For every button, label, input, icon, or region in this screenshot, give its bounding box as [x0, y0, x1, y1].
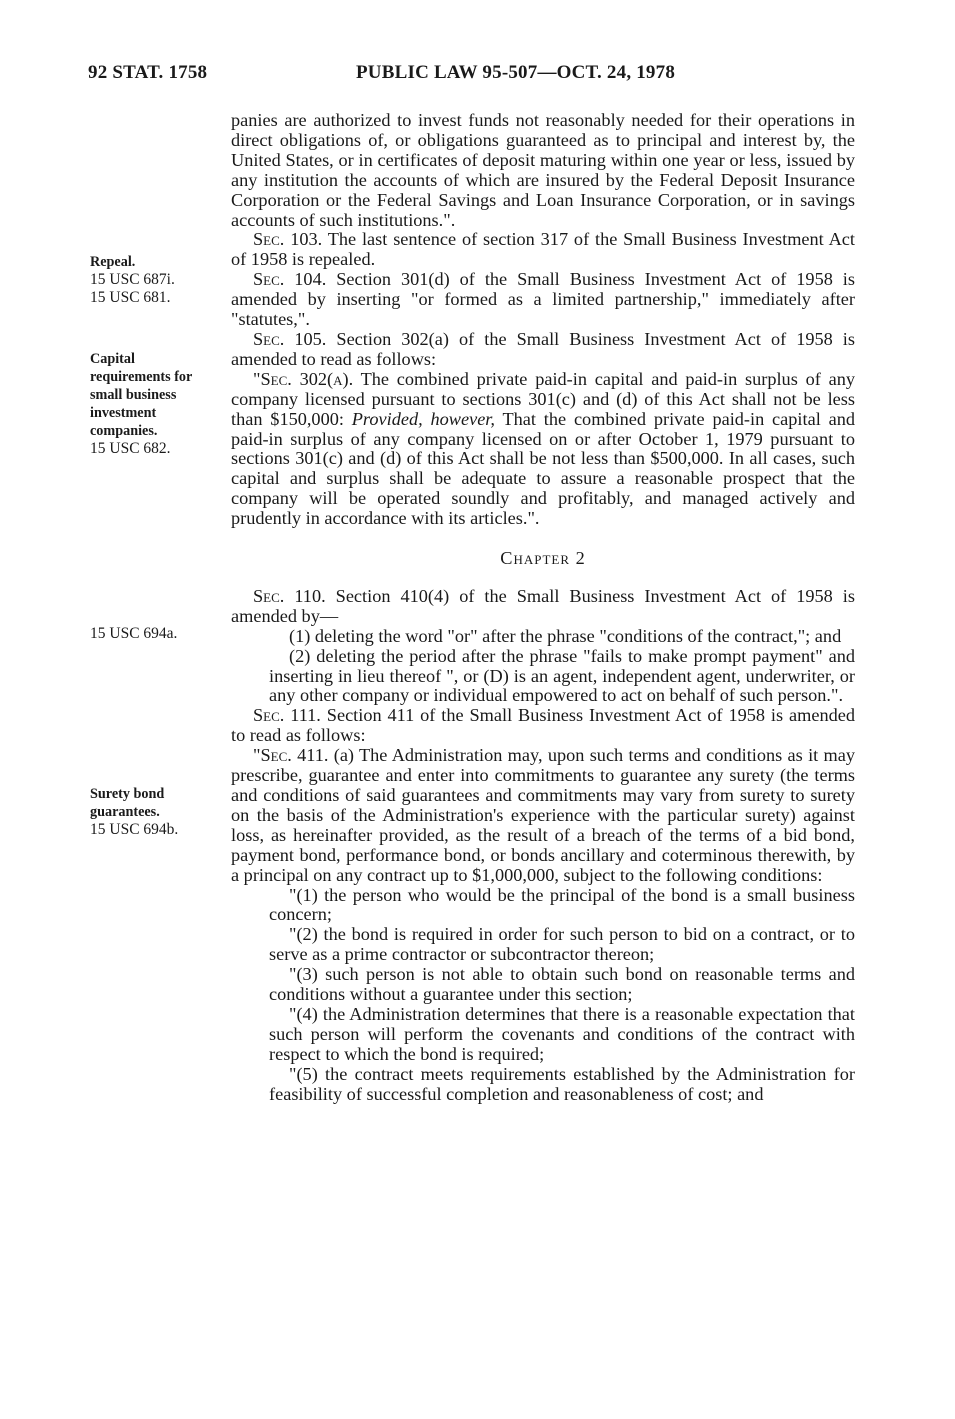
paragraph-sec411: [231, 746, 855, 885]
section-text: Section 410(4) of the Small Business Investment Act of 1958 is amended by—: [231, 585, 855, 626]
list-item: "(1) the person who would be the principal of the bond is a small business concern;: [269, 884, 855, 925]
margin-note-label: Capital: [90, 351, 135, 367]
proviso-italic: Provided, however,: [351, 408, 495, 429]
running-header: [88, 62, 888, 86]
margin-note-label: small business: [90, 387, 177, 403]
margin-note-label: Surety bond: [90, 786, 165, 802]
section-label: Sec. 104.: [253, 269, 327, 290]
section-label: Sec. 111.: [253, 705, 321, 726]
section-label: Sec. 411.: [260, 745, 329, 766]
paragraph-sec302: [231, 370, 855, 529]
section-label: Sec. 103.: [253, 229, 323, 250]
law-title: PUBLIC LAW 95-507—OCT. 24, 1978: [356, 62, 676, 83]
paragraph-sec104: [231, 270, 855, 330]
margin-note-label: companies.: [90, 423, 158, 439]
list-item: "(4) the Administration determines that there is a reasonable expectation that such person will perform the covenants and conditions of the contract with respect to which the bond is required;: [269, 1003, 855, 1064]
section-text: The last sentence of section 317 of the Small Business Investment Act of 1958 is repealed.: [231, 229, 855, 270]
section-text: That the combined private paid-in capital and paid-in surplus of any company licensed on or after October 1, 1979 pursuant to sections 301(c) and (d) of this Act shall be not less than $500,000. In all cases, such capital and surplus shall be adequate to assure a reasonable prospect that the company will be operated soundly and profitably, and managed actively and prudently in accordance with its articles.".: [231, 408, 855, 529]
list-item: "(3) such person is not able to obtain such bond on reasonable terms and conditions without a guarantee under this section;: [269, 964, 855, 1005]
section-label: Sec. 105.: [253, 328, 327, 349]
section-text: (a) The Administration may, upon such terms and conditions as it may prescribe, guarantee and enter into commitments to guarantee any surety (the terms and conditions of said guarantees and commitments may vary from surety to surety on the basis of the Administration's experience with the particular surety) against loss, as hereinafter provided, as the result of a breach of the terms of a bid bond, payment bond, performance bond, or bonds ancillary and coterminous therewith, by a principal on any contract up to $1,000,000, subject to the following conditions:: [231, 745, 856, 885]
margin-note-ref: 15 USC 687i.: [90, 271, 175, 288]
section-text: Section 302(a) of the Small Business Investment Act of 1958 is amended to read as follows:: [231, 328, 855, 369]
margin-note-capital: [90, 350, 220, 458]
paragraph-sec105: [231, 330, 855, 370]
open-quote: ": [253, 745, 261, 766]
chapter-heading: Chapter 2: [500, 548, 586, 569]
list-item: "(5) the contract meets requirements established by the Administration for feasibility of successful completion and reasonableness of cost; and: [269, 1063, 855, 1104]
paragraph-sec110: [231, 587, 855, 627]
section-text: Section 411 of the Small Business Investment Act of 1958 is amended to read as follows:: [231, 705, 855, 746]
section-text: Section 301(d) of the Small Business Investment Act of 1958 is amended by inserting "or formed as a limited partnership," immediately after "statutes,".: [231, 269, 855, 330]
paragraph-intro: panies are authorized to invest funds not reasonably needed for their operations in direct obligations of, or obligations guaranteed as to principal and interest by, the United States, or in certificates of deposit maturing within one year or less, issued by any institution the accounts of which are insured by the Federal Deposit Insurance Corporation or the Federal Savings and Loan Insurance Corporation, or in savings accounts of such institutions.".: [231, 110, 855, 230]
margin-note-label: guarantees.: [90, 804, 160, 820]
margin-note-ref: 15 USC 694a.: [90, 625, 178, 642]
margin-note-surety: [90, 785, 220, 839]
list-item: (1) deleting the word "or" after the phrase "conditions of the contract,"; and: [289, 625, 842, 646]
paragraph-sec111: [231, 706, 855, 746]
margin-note-sec110: [90, 625, 220, 643]
margin-note-ref: 15 USC 682.: [90, 440, 171, 457]
margin-note-label: requirements for: [90, 369, 193, 385]
list-item: (2) deleting the period after the phrase "fails to make prompt payment" and inserting in lieu thereof ", or (D) is an agent, independent agent, underwriter, or any other company or individual empowered to act on behalf of such person.".: [269, 645, 855, 706]
section-text: The combined private paid-in capital and paid-in surplus of any company licensed pursuant to sections 301(c) and (d) of this Act shall not be less than $150,000:: [231, 368, 855, 429]
statute-body: [231, 111, 855, 1105]
margin-note-label: investment: [90, 405, 157, 421]
stat-page-number: 92 STAT. 1758: [88, 62, 208, 83]
list-item: "(2) the bond is required in order for such person to bid on a contract, or to serve as a prime contractor or subcontractor thereon;: [269, 924, 855, 965]
margin-note-ref: 15 USC 694b.: [90, 821, 179, 838]
section-label: Sec. 110.: [253, 585, 326, 606]
paragraph-sec103: [231, 230, 855, 270]
open-quote: ": [253, 368, 261, 389]
margin-note-label: Repeal.: [90, 254, 136, 270]
section-label: Sec. 302(a).: [260, 368, 354, 389]
margin-note-repeal: [90, 253, 220, 307]
margin-note-ref: 15 USC 681.: [90, 289, 171, 306]
